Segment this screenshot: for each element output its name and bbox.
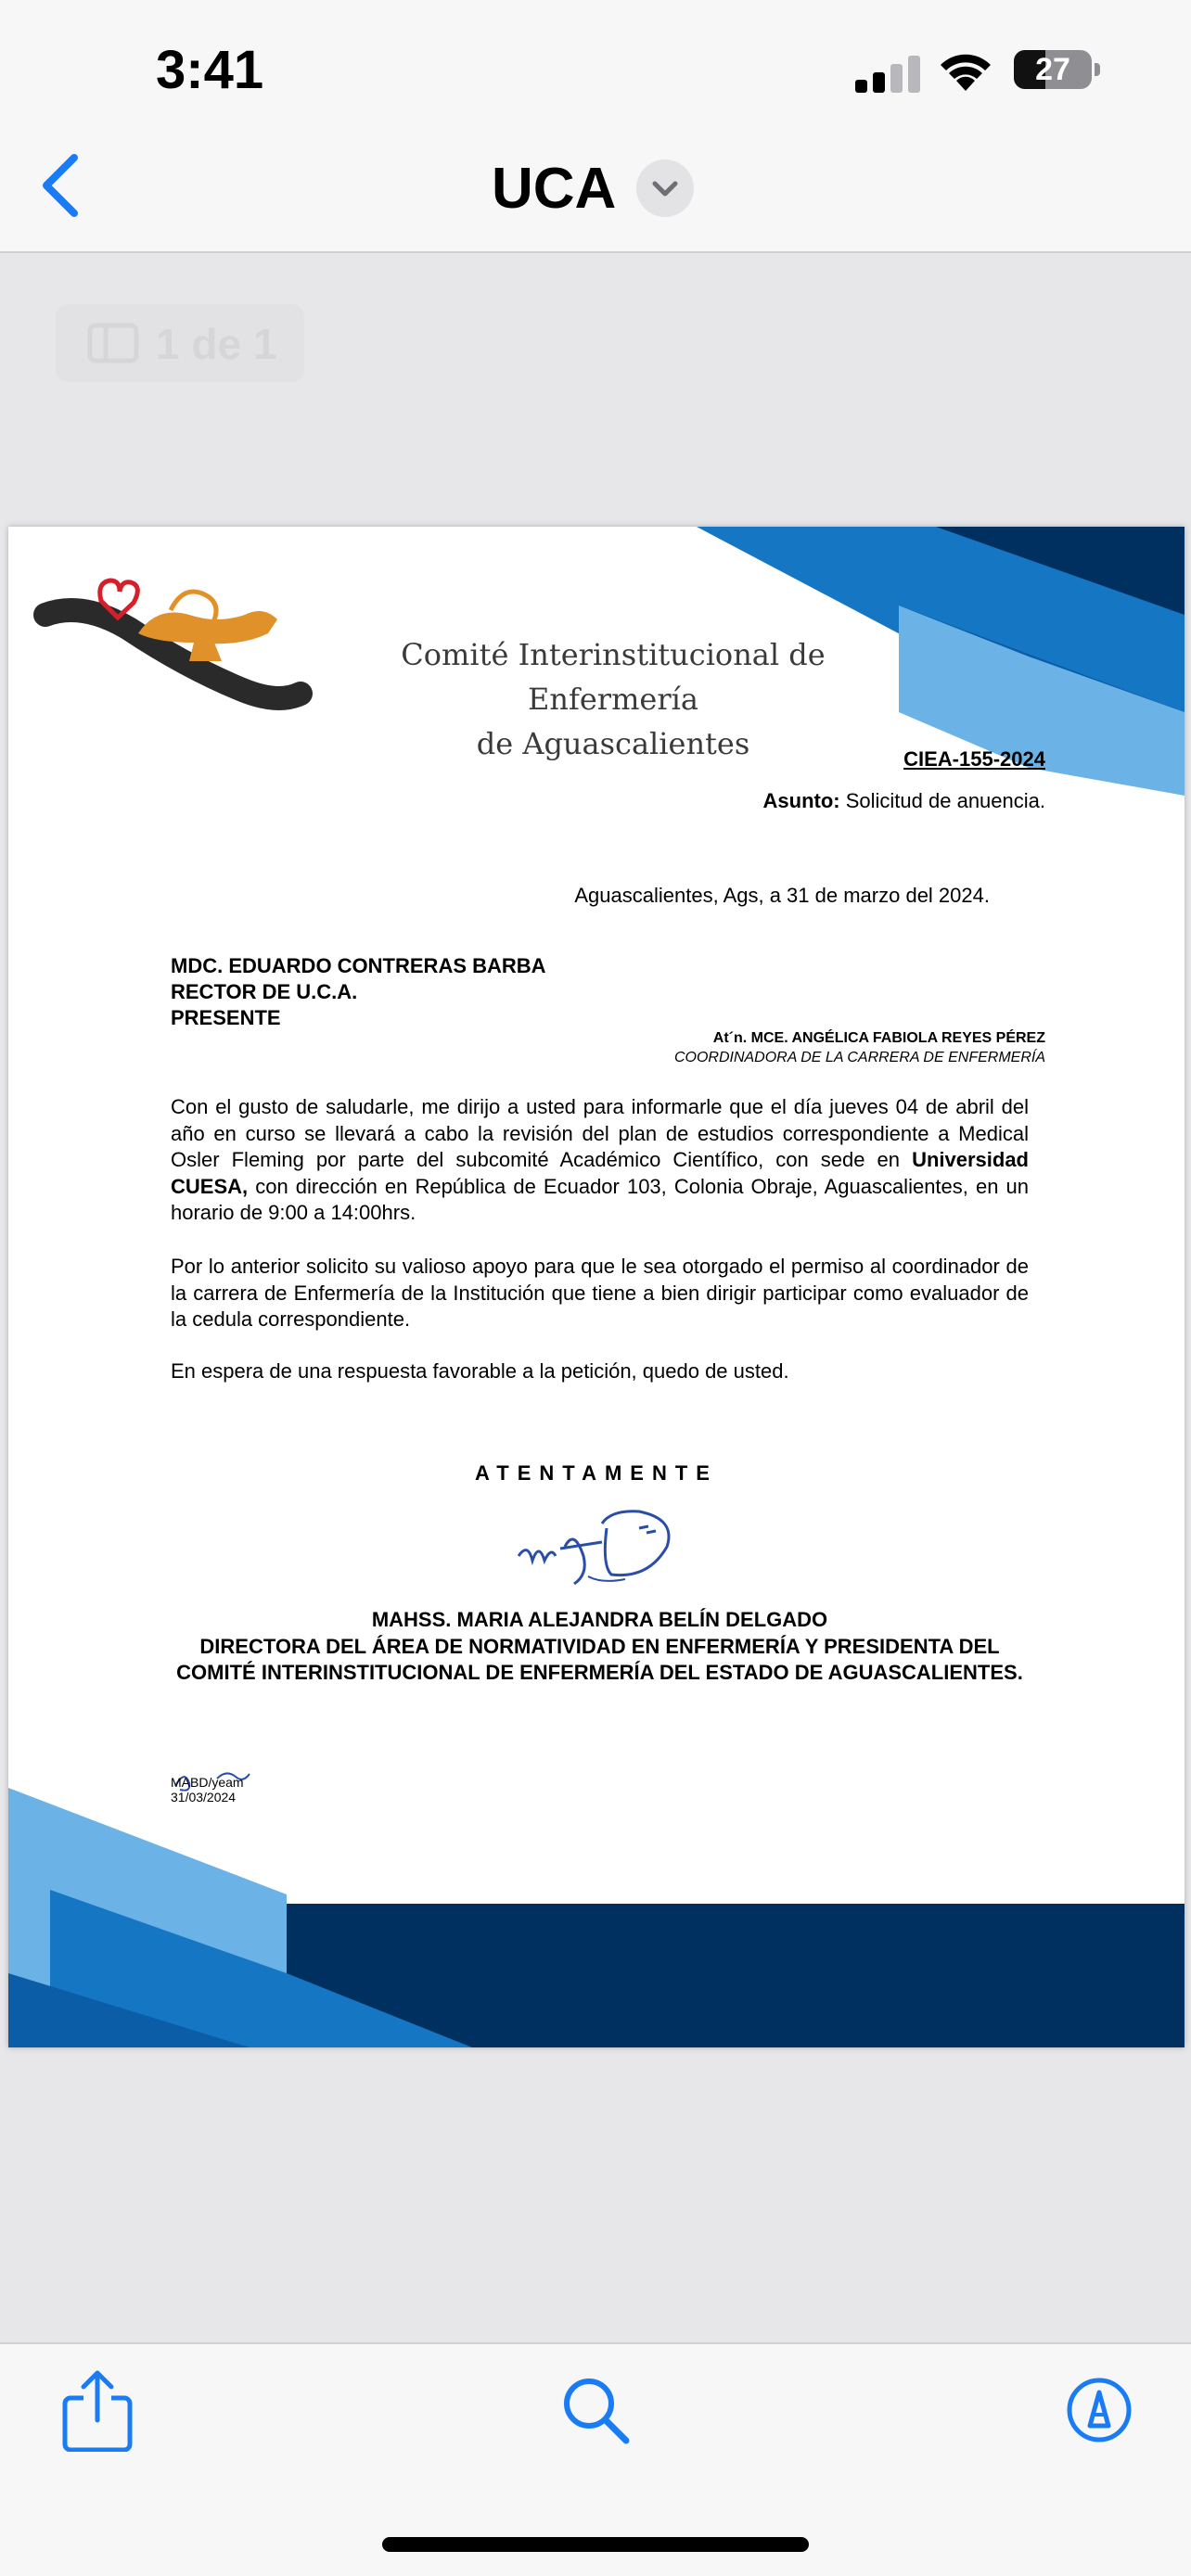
signer-name: MAHSS. MARIA ALEJANDRA BELÍN DELGADO bbox=[371, 1608, 828, 1631]
search-icon[interactable] bbox=[554, 2368, 637, 2452]
signer-title: DIRECTORA DEL ÁREA DE NORMATIVIDAD EN ENFERMERÍA Y PRESIDENTA DEL COMITÉ INTERINSTITUCIONAL DE ENFERMERÍA DEL ESTADO DE AGUASCALIENTES. bbox=[176, 1634, 1023, 1684]
document-reference: CIEA-155-2024 bbox=[903, 747, 1045, 771]
place-date: Aguascalientes, Ags, a 31 de marzo del 2024. bbox=[574, 884, 990, 907]
body-paragraph-1: Con el gusto de saludarle, me dirijo a usted para informarle que el día jueves 04 de abril del año en curso se llevará a cabo la revisión del plan de estudios correspondiente a Medical Osler Fleming por parte del subcomité Académico Científico, con sede en Universidad CUESA, con dirección en República de Ecuador 103, Colonia Obraje, Aguascalientes, en un horario de 9:00 a 14:00hrs. bbox=[171, 1095, 1029, 1224]
sidebar-icon bbox=[87, 323, 139, 363]
attention-title: COORDINADORA DE LA CARRERA DE ENFERMERÍA bbox=[673, 1050, 1045, 1065]
cellular-signal-icon bbox=[855, 52, 920, 93]
subject-text: Solicitud de anuencia. bbox=[845, 789, 1045, 812]
body-paragraph-2: Por lo anterior solicito su valioso apoyo para que le sea otorgado el permiso al coordinador de la carrera de Enfermería de la Institución que tiene a bien dirigir participar como evaluador de la cedula correspondiente. bbox=[171, 1255, 1029, 1331]
initials-block bbox=[171, 1775, 244, 1804]
document-page[interactable] bbox=[8, 527, 1185, 2047]
closing: ATENTAMENTE bbox=[475, 1461, 718, 1485]
battery-level: 27 bbox=[1035, 52, 1070, 87]
top-bar bbox=[0, 0, 1191, 253]
body-paragraph-3: En espera de una respuesta favorable a la petición, quedo de usted. bbox=[171, 1359, 789, 1383]
markup-icon[interactable] bbox=[1057, 2368, 1141, 2452]
chevron-down-icon bbox=[636, 159, 694, 217]
battery-icon bbox=[1014, 50, 1092, 89]
wifi-icon bbox=[935, 46, 996, 93]
title-menu-button[interactable] bbox=[636, 159, 694, 217]
subject-label: Asunto: bbox=[762, 789, 840, 812]
subject-line bbox=[763, 789, 1045, 813]
handwritten-signature bbox=[500, 1491, 704, 1602]
signer-block bbox=[171, 1607, 1029, 1687]
attention-line: At´n. MCE. ANGÉLICA FABIOLA REYES PÉREZ bbox=[712, 1030, 1045, 1046]
initials-date: 31/03/2024 bbox=[171, 1790, 237, 1804]
organization-name-line2: de Aguascalientes bbox=[476, 726, 750, 761]
recipient-salutation: PRESENTE bbox=[171, 1006, 281, 1029]
initials-code: MABD/yeam bbox=[171, 1775, 244, 1790]
document-title: UCA bbox=[492, 157, 617, 221]
back-chevron-icon[interactable] bbox=[28, 148, 93, 223]
page-indicator-label: 1 de 1 bbox=[156, 320, 277, 368]
organization-name-line1: Comité Interinstitucional de Enfermería bbox=[401, 637, 826, 717]
recipient-name: MDC. EDUARDO CONTRERAS BARBA bbox=[171, 954, 546, 977]
home-indicator bbox=[382, 2537, 809, 2552]
recipient-block bbox=[171, 953, 546, 1031]
organization-logo bbox=[45, 580, 301, 698]
status-time: 3:41 bbox=[156, 40, 264, 100]
organization-name bbox=[316, 632, 910, 766]
share-icon[interactable] bbox=[56, 2368, 139, 2452]
recipient-title: RECTOR DE U.C.A. bbox=[171, 980, 358, 1003]
